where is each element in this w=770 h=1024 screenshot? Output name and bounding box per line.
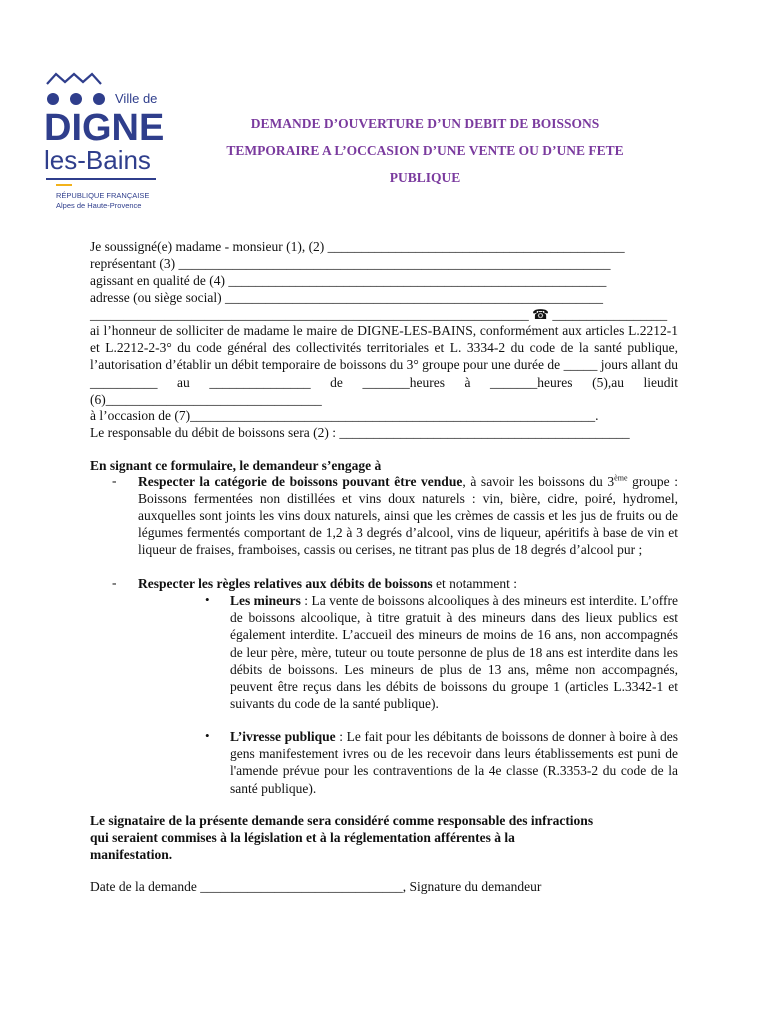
field-adresse-phone[interactable]: _________________________________________________________________ ☎ _________________ xyxy=(90,307,668,322)
bullet-mineurs: • xyxy=(205,592,210,607)
request-paragraph: ai l’honneur de solliciter de madame le maire de DIGNE-LES-BAINS, conformément aux articles L.2212-1 et L.2212-2-3° du code général des collectivités territoriales et L. 3334-2 du code de la santé publique, l’autorisation d’établir un débit temporaire de boissons du 3° groupe pour une durée de _____ jours allant du __________ au _______________ de _______heures à _______heures (5),au lieudit (6)________________________________ xyxy=(90,323,678,407)
item2-bold: Respecter les règles relatives aux débits de boissons xyxy=(138,576,433,591)
dash-1: - xyxy=(112,473,117,488)
logo-accent-bar xyxy=(56,184,72,186)
item2-rest: et notamment : xyxy=(432,576,517,591)
closing-line-3: manifestation. xyxy=(90,847,173,862)
dots-icon xyxy=(46,92,112,106)
field-adresse[interactable]: adresse (ou siège social) ________________________________________________________ xyxy=(90,290,603,305)
logo-les-bains: les-Bains xyxy=(44,145,151,175)
engagement-heading: En signant ce formulaire, le demandeur s’engage à xyxy=(90,458,382,473)
mountains-icon xyxy=(46,70,108,86)
field-responsable[interactable]: Le responsable du débit de boissons sera (2) : ___________________________________________ xyxy=(90,425,630,440)
bullet-ivresse: • xyxy=(205,728,210,743)
dash-2: - xyxy=(112,575,117,590)
mineurs-text: : La vente de boissons alcooliques à des mineurs est interdite. L’offre de boissons alcoolique, à titre gratuit à des mineurs dans des lieux publics est également interdite. L’accueil des mineurs de moins de 16 ans, non accompagnés de leur père, mère, tuteur ou toute personne de plus de 18 ans est interdite dans les débits de boissons. Les mineurs de plus de 13 ans, même non accompagnés, peuvent être reçus dans les débits de boissons du groupe 1 (articles L.3342-1 et suivants du code de la santé publique). xyxy=(230,593,679,712)
item1-tail: groupe : Boissons fermentées non distillées et vins doux naturels : vin, bière, cidre, poiré, hydromel, auxquelles sont joints les vins doux naturels, ainsi que les crèmes de cassis et les jus de fruits ou de légumes fermentés comportant de 1,2 à 3 degrés d’alcool, vins de liqueur, apéritifs à base de vin et liqueur de fraises, framboises, cassis ou cerises, ne titrant pas plus de 18 degrés d’alcool pur ; xyxy=(138,474,678,558)
title-line-2: TEMPORAIRE A L’OCCASION D’UNE VENTE OU D’UNE FETE xyxy=(226,143,624,158)
field-occasion[interactable]: à l’occasion de (7)____________________________________________________________. xyxy=(90,408,599,423)
city-logo xyxy=(42,70,172,215)
closing-line-1: Le signataire de la présente demande sera considéré comme responsable des infractions xyxy=(90,813,594,828)
mineurs-bold: Les mineurs xyxy=(230,593,301,608)
logo-republique: RÉPUBLIQUE FRANÇAISE xyxy=(56,191,150,200)
logo-digne: DIGNE xyxy=(44,107,165,149)
ivresse-text: : Le fait pour les débitants de boissons de donner à boire à des gens manifestement ivres ou de les recevoir dans leurs établissements est puni de l'amende prévue pour les contraventions de la 4e classe (R.3353-2 du code de la santé publique). xyxy=(230,729,678,796)
document-title xyxy=(190,110,660,191)
title-line-1: DEMANDE D’OUVERTURE D’UN DEBIT DE BOISSONS xyxy=(250,116,600,131)
rule-ivresse xyxy=(230,728,678,797)
logo-ville-de: Ville de xyxy=(115,91,158,106)
field-qualite[interactable]: agissant en qualité de (4) ________________________________________________________ xyxy=(90,273,607,288)
field-date-signature[interactable]: Date de la demande ______________________________, Signature du demandeur xyxy=(90,879,542,894)
engagement-item-categorie xyxy=(138,473,678,558)
title-line-3: PUBLIQUE xyxy=(389,170,461,185)
logo-alpes: Alpes de Haute-Provence xyxy=(56,201,142,210)
engagement-item-regles xyxy=(138,575,678,592)
closing-line-2: qui seraient commises à la législation et à la réglementation afférentes à la xyxy=(90,830,515,845)
rule-mineurs xyxy=(230,592,678,712)
item1-bold: Respecter la catégorie de boissons pouvant être vendue xyxy=(138,474,463,489)
field-requester[interactable]: Je soussigné(e) madame - monsieur (1), (2) ____________________________________________ xyxy=(90,239,625,254)
item1-rest: , à savoir les boissons du 3 xyxy=(462,474,615,489)
logo-divider xyxy=(46,178,156,180)
field-representant[interactable]: représentant (3) ________________________________________________________________ xyxy=(90,256,611,271)
item1-sup: ème xyxy=(614,473,628,483)
ivresse-bold: L’ivresse publique xyxy=(230,729,336,744)
